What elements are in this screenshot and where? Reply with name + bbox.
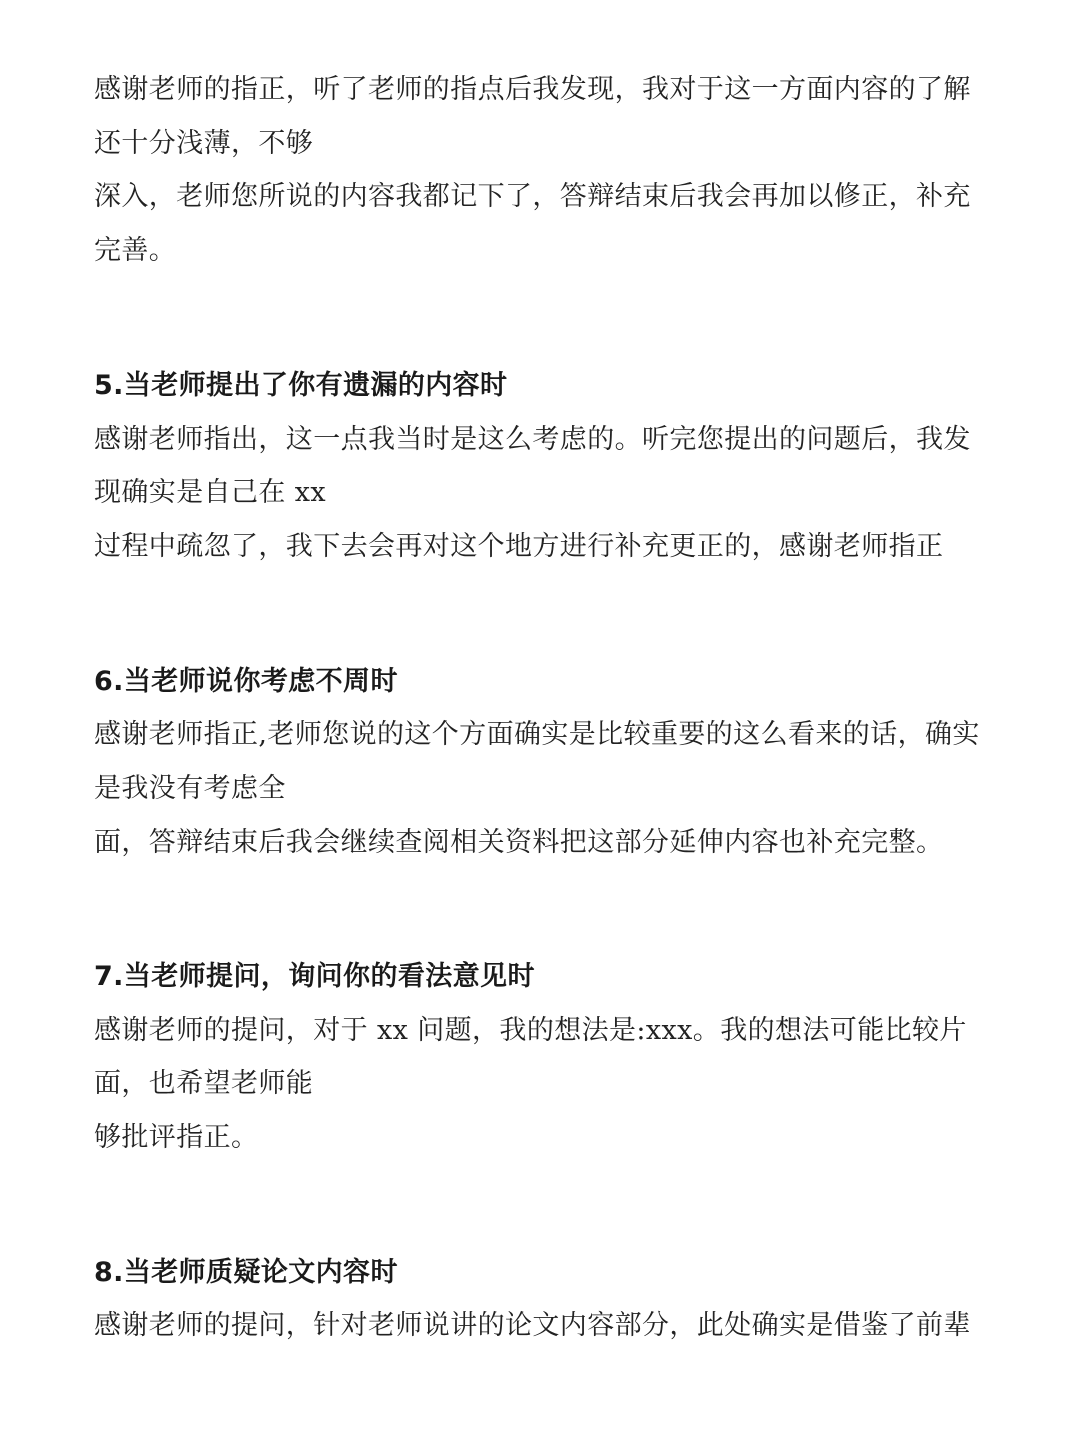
section-line: 面，也希望老师能: [94, 1068, 314, 1099]
section-line: 感谢老师指出，这一点我当时是这么考虑的。听完您提出的问题后，我发: [94, 424, 971, 455]
intro-line: 感谢老师的指正，听了老师的指点后我发现，我对于这一方面内容的了解: [94, 74, 971, 105]
section-heading: 7.当老师提问，询问你的看法意见时: [94, 961, 535, 992]
intro-line: 深入，老师您所说的内容我都记下了，答辩结束后我会再加以修正，补充: [94, 181, 971, 212]
section-heading: 8.当老师质疑论文内容时: [94, 1257, 398, 1288]
section-line: 感谢老师的提问，针对老师说讲的论文内容部分，此处确实是借鉴了前辈: [94, 1310, 971, 1341]
section-heading: 6.当老师说你考虑不周时: [94, 666, 398, 697]
section-line: 过程中疏忽了，我下去会再对这个地方进行补充更正的，感谢老师指正: [94, 531, 944, 562]
section-line: 感谢老师指正,老师您说的这个方面确实是比较重要的这么看来的话，确实: [94, 719, 980, 750]
section-line: 够批评指正。: [94, 1122, 259, 1153]
section-line: 现确实是自己在 xx: [94, 477, 327, 508]
section-line: 感谢老师的提问，对于 xx 问题，我的想法是:xxx。我的想法可能比较片: [94, 1015, 967, 1046]
section-heading: 5.当老师提出了你有遗漏的内容时: [94, 370, 508, 401]
section-line: 是我没有考虑全: [94, 773, 286, 804]
section-line: 面，答辩结束后我会继续查阅相关资料把这部分延伸内容也补充完整。: [94, 827, 944, 858]
intro-line: 完善。: [94, 235, 177, 266]
intro-line: 还十分浅薄，不够: [94, 128, 314, 159]
